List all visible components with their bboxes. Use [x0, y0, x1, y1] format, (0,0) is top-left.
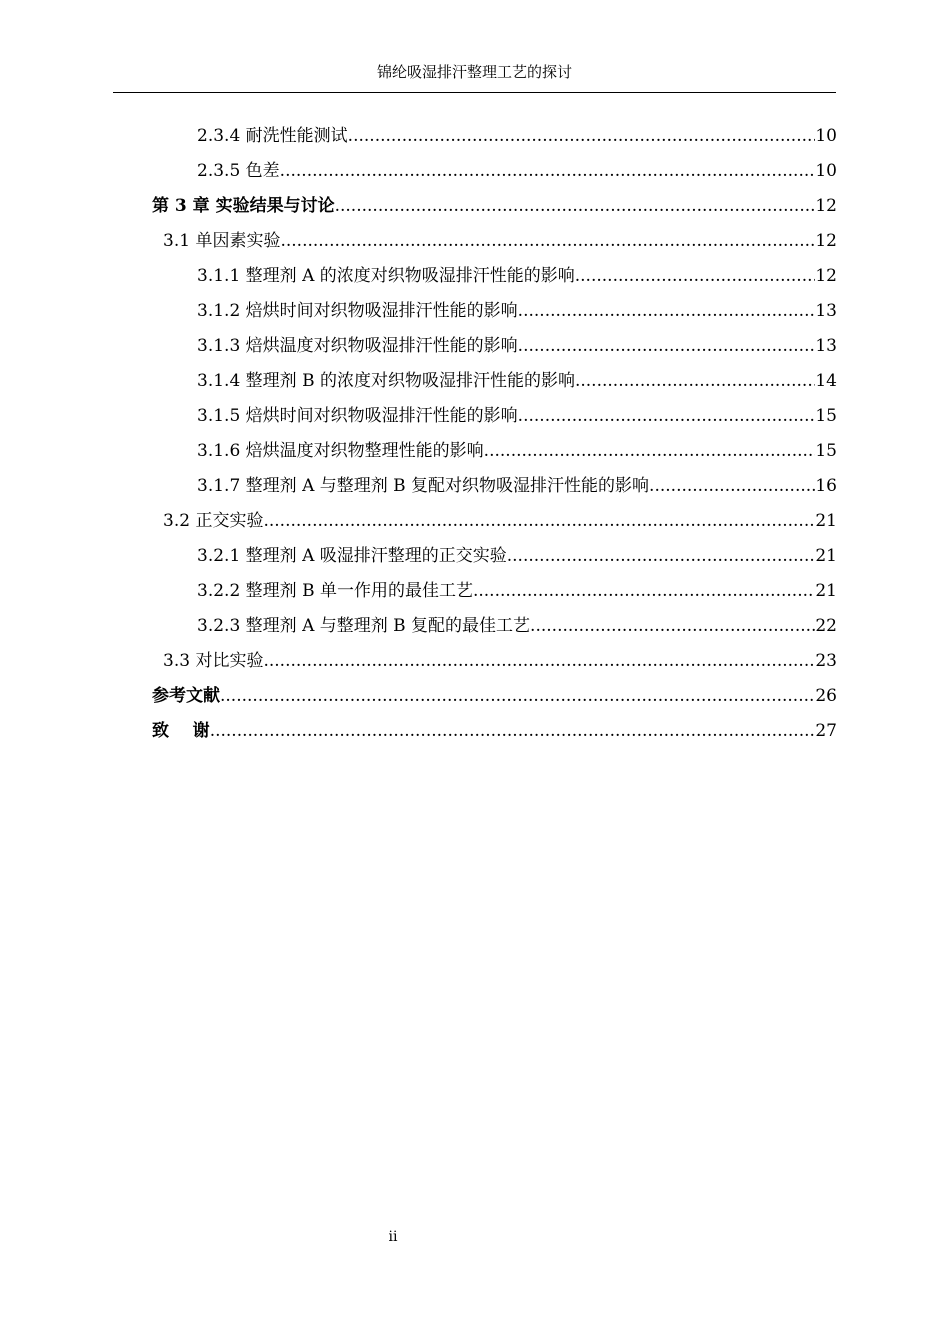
toc-entry-title: 参考文献	[152, 686, 220, 706]
toc-entry[interactable]	[152, 672, 837, 707]
toc-entry-page: 13	[815, 336, 837, 356]
toc-entry-title: 3.1.3 焙烘温度对织物吸湿排汗性能的影响	[197, 336, 518, 356]
toc-dot-leader	[518, 300, 816, 322]
toc-entry[interactable]	[197, 392, 837, 427]
toc-entry-title: 2.3.5 色差	[197, 161, 280, 181]
toc-dot-leader	[507, 545, 816, 567]
toc-dot-leader	[649, 475, 815, 497]
toc-entry-page: 21	[815, 581, 837, 601]
toc-entry-title: 3.2.1 整理剂 A 吸湿排汗整理的正交实验	[197, 546, 507, 566]
toc-entry-title: 3.2.2 整理剂 B 单一作用的最佳工艺	[197, 581, 473, 601]
toc-entry-page: 27	[815, 721, 837, 741]
toc-entry-page: 12	[815, 231, 837, 251]
toc-entry-page: 21	[815, 546, 837, 566]
toc-entry-title: 致 谢	[152, 721, 210, 741]
toc-entry[interactable]	[197, 287, 837, 322]
toc-entry[interactable]	[197, 112, 837, 147]
toc-entry-page: 13	[815, 301, 837, 321]
toc-entry-page: 21	[815, 511, 837, 531]
toc-entry-page: 10	[815, 126, 837, 146]
toc-entry[interactable]	[197, 322, 837, 357]
toc-dot-leader	[575, 265, 816, 287]
toc-entry[interactable]	[197, 147, 837, 182]
document-title: 锦纶吸湿排汗整理工艺的探讨	[376, 63, 572, 81]
toc-entry-title: 第 3 章 实验结果与讨论	[152, 196, 335, 216]
toc-dot-leader	[518, 405, 816, 427]
toc-dot-leader	[484, 440, 816, 462]
toc-entry-title: 3.2.3 整理剂 A 与整理剂 B 复配的最佳工艺	[197, 616, 531, 636]
toc-entry-page: 12	[815, 266, 837, 286]
toc-dot-leader	[575, 370, 815, 392]
toc-entry-page: 15	[815, 406, 837, 426]
toc-dot-leader	[280, 230, 815, 252]
toc-dot-leader	[263, 510, 815, 532]
toc-entry-title: 3.1.6 焙烘温度对织物整理性能的影响	[197, 441, 484, 461]
page-number: ii	[388, 1229, 398, 1245]
toc-entry-title: 2.3.4 耐洗性能测试	[197, 126, 348, 146]
running-header	[113, 60, 836, 93]
toc-dot-leader	[518, 335, 816, 357]
toc-entry-title: 3.3 对比实验	[163, 651, 264, 671]
toc-dot-leader	[263, 650, 815, 672]
toc-entry[interactable]	[197, 427, 837, 462]
toc-entry-page: 12	[815, 196, 837, 216]
toc-entry[interactable]	[197, 357, 837, 392]
toc-entry-page: 16	[815, 476, 837, 496]
toc-entry-page: 10	[815, 161, 837, 181]
toc-entry[interactable]	[152, 182, 837, 217]
toc-entry[interactable]	[197, 602, 837, 637]
toc-entry-title: 3.1.7 整理剂 A 与整理剂 B 复配对织物吸湿排汗性能的影响	[197, 476, 650, 496]
toc-dot-leader	[348, 125, 816, 147]
toc-dot-leader	[220, 685, 815, 707]
toc-entry-page: 14	[815, 371, 837, 391]
toc-entry-title: 3.1 单因素实验	[163, 231, 281, 251]
toc-entry-page: 15	[815, 441, 837, 461]
toc-dot-leader	[530, 615, 815, 637]
toc-entry-page: 23	[815, 651, 837, 671]
toc-entry[interactable]	[152, 707, 837, 742]
toc-entry-title: 3.1.2 焙烘时间对织物吸湿排汗性能的影响	[197, 301, 518, 321]
toc-dot-leader	[335, 195, 816, 217]
toc-entry-title: 3.1.1 整理剂 A 的浓度对织物吸湿排汗性能的影响	[197, 266, 575, 286]
toc-dot-leader	[280, 160, 816, 182]
toc-entry[interactable]	[197, 532, 837, 567]
toc-entry[interactable]	[197, 567, 837, 602]
toc-entry-title: 3.1.4 整理剂 B 的浓度对织物吸湿排汗性能的影响	[197, 371, 575, 391]
toc-entry[interactable]	[163, 497, 837, 532]
toc-entry-title: 3.2 正交实验	[163, 511, 264, 531]
toc-entry-page: 26	[815, 686, 837, 706]
toc-entry[interactable]	[197, 462, 837, 497]
toc-entry-page: 22	[815, 616, 837, 636]
toc-entry[interactable]	[197, 252, 837, 287]
toc-entry-title: 3.1.5 焙烘时间对织物吸湿排汗性能的影响	[197, 406, 518, 426]
toc-dot-leader	[210, 720, 816, 742]
toc-entry[interactable]	[163, 217, 837, 252]
toc-dot-leader	[473, 580, 815, 602]
toc-entry[interactable]	[163, 637, 837, 672]
